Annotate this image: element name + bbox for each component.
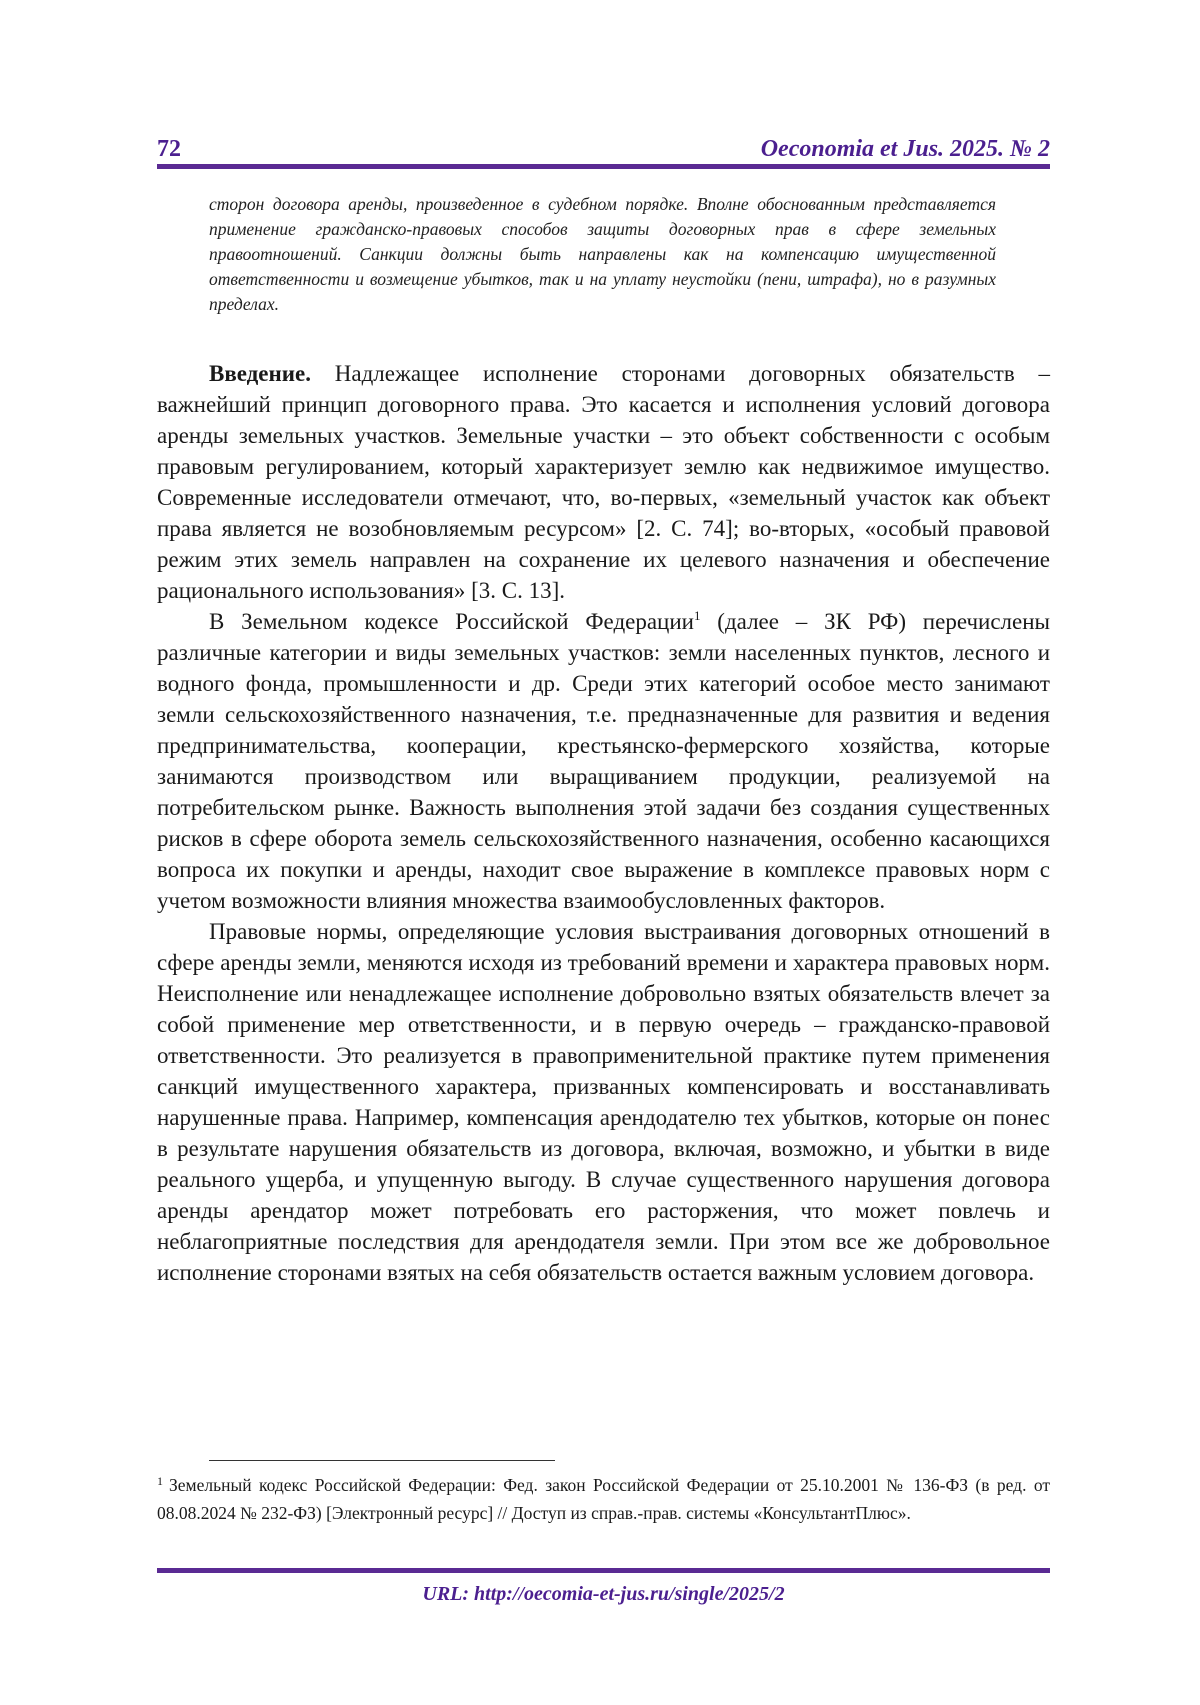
footer-rule	[157, 1568, 1050, 1573]
land-code-text-start: В Земельном кодексе Российской Федерации	[209, 609, 694, 634]
paragraph-legal-norms: Правовые нормы, определяющие условия выстраивания договорных отношений в сфере аренды земли, меняются исходя из требований времени и характера правовых норм. Неисполнение или ненадлежащее исполнение добровольно взятых обязательств влечет за собой применение мер ответственности, и в первую очередь – гражданско-правовой ответственности. Это реализуется в правоприменительной практике путем применения санкций имущественного характера, призванных компенсировать и восстанавливать нарушенные права. Например, компенсация арендодателю тех убытков, которые он понес в результате нарушения обязательств из договора, включая, возможно, и убытки в виде реального ущерба, и упущенную выгоду. В случае существенного нарушения договора аренды арендатор может потребовать его расторжения, что может повлечь и неблагоприятные последствия для арендодателя земли. При этом все же добровольное исполнение сторонами взятых на себя обязательств остается важным условием договора.	[157, 919, 1050, 1285]
page-number: 72	[157, 136, 181, 162]
footnote-entry	[157, 1472, 1050, 1526]
intro-heading: Введение.	[209, 361, 311, 386]
intro-text: Надлежащее исполнение сторонами договорных обязательств – важнейший принцип договорного права. Это касается и исполнения условий договора аренды земельных участков. Земельные участки – это объект собственности с особым правовым регулированием, который характеризует землю как недвижимое имущество. Современные исследователи отмечают, что, во-первых, «земельный участок как объект права является не возобновляемым ресурсом» [2. С. 74]; во-вторых, «особый правовой режим этих земель направлен на сохранение их целевого назначения и обеспечение рационального использования» [3. С. 13].	[157, 361, 1050, 603]
header-rule	[157, 164, 1050, 169]
abstract-text: сторон договора аренды, произведенное в судебном порядке. Вполне обоснованным представляется применение гражданско-правовых способов защиты договорных прав в сфере земельных правоотношений. Санкции должны быть направлены как на компенсацию имущественной ответственности и возмещение убытков, так и на уплату неустойки (пени, штрафа), но в разумных пределах.	[209, 194, 996, 314]
footer-url[interactable]: URL: http://oecomia-et-jus.ru/single/2025/2	[422, 1583, 785, 1605]
footnote-separator	[209, 1460, 555, 1461]
paragraph-land-code	[157, 606, 1050, 916]
article-body	[157, 358, 1050, 1288]
footnote	[157, 1472, 1050, 1526]
footnote-reference[interactable]: 1	[694, 608, 701, 623]
land-code-text-rest: (далее – ЗК РФ) перечислены различные категории и виды земельных участков: земли населенных пунктов, лесного и водного фонда, промышленности и др. Среди этих категорий особое место занимают земли сельскохозяйственного назначения, т.е. предназначенные для развития и ведения предпринимательства, кооперации, крестьянско-фермерского хозяйства, которые занимаются производством или выращиванием продукции, реализуемой на потребительском рынке. Важность выполнения этой задачи без создания существенных рисков в сфере оборота земель сельскохозяйственного назначения, особенно касающихся вопроса их покупки и аренды, находит свое выражение в комплексе правовых норм с учетом возможности влияния множества взаимообусловленных факторов.	[157, 609, 1050, 913]
journal-title: Oeconomia et Jus. 2025. № 2	[760, 136, 1050, 162]
running-header	[157, 128, 1050, 164]
abstract-block	[209, 192, 996, 317]
paragraph-intro	[157, 358, 1050, 606]
footnote-mark: 1	[157, 1474, 163, 1488]
footnote-text: Земельный кодекс Российской Федерации: Фед. закон Российской Федерации от 25.10.2001 № 136-ФЗ (в ред. от 08.08.2024 № 232-ФЗ) [Электронный ресурс] // Доступ из справ.-прав. системы «КонсультантПлюс».	[157, 1475, 1050, 1523]
